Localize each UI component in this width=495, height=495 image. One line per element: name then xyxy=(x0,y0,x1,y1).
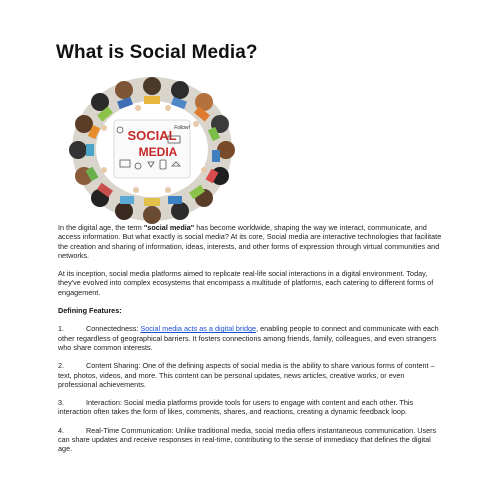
feature-item-interaction: 3. Interaction: Social media platforms provide tools for users to engage with content and each other. This interaction often takes the form of likes, comments, shares, and reactions, creating a dynamic feedback loop. xyxy=(58,398,414,417)
feature-item-content-sharing: 2. Content Sharing: One of the defining aspects of social media is the ability to share various forms of content – text, photos, videos, and more. This content can be personal updates, news articles, creative works, or even professional achievements. xyxy=(58,361,435,389)
intro-paragraph-1: In the digital age, the term "social media" has become worldwide, shaping the way we interact, communicate, and access information. But what exactly is social media? At its core, Social media are interactive technologies that facilitate the creation and sharing of information, ideas, interests, and other forms of expression through virtual communities and networks. xyxy=(58,223,442,260)
page-title: What is Social Media? xyxy=(56,42,258,63)
board-text-media: MEDIA xyxy=(138,145,178,159)
feature-item-connectedness: 1. Connectedness: Social media acts as a digital bridge, enabling people to connect and communicate with each other regardless of geographical barriers. It fosters connections among friends, family, colleagues, and even strangers who share common interests. xyxy=(58,324,439,352)
article-body xyxy=(58,223,444,463)
hero-image xyxy=(68,74,236,224)
social-media-illustration xyxy=(68,74,236,224)
digital-bridge-link[interactable]: Social media acts as a digital bridge xyxy=(140,324,257,334)
board-note: Follow! xyxy=(174,125,190,131)
features-heading: Defining Features: xyxy=(58,306,122,316)
term-social-media: "social media" xyxy=(143,223,195,232)
intro-paragraph-2: At its inception, social media platforms aimed to replicate real-life social interactions in a digital environment. Today, they've evolved into complex ecosystems that encompass a multitude of platforms, each catering to different forms of engagement. xyxy=(58,269,434,297)
board-text-social: SOCIAL xyxy=(127,128,177,143)
feature-item-real-time: 4. Real-Time Communication: Unlike traditional media, social media offers instantaneous communication. Users can share updates and receive responses in real-time, contributing to the sense of immediacy that defines the digital age. xyxy=(58,425,437,454)
social-media-board xyxy=(114,120,191,178)
